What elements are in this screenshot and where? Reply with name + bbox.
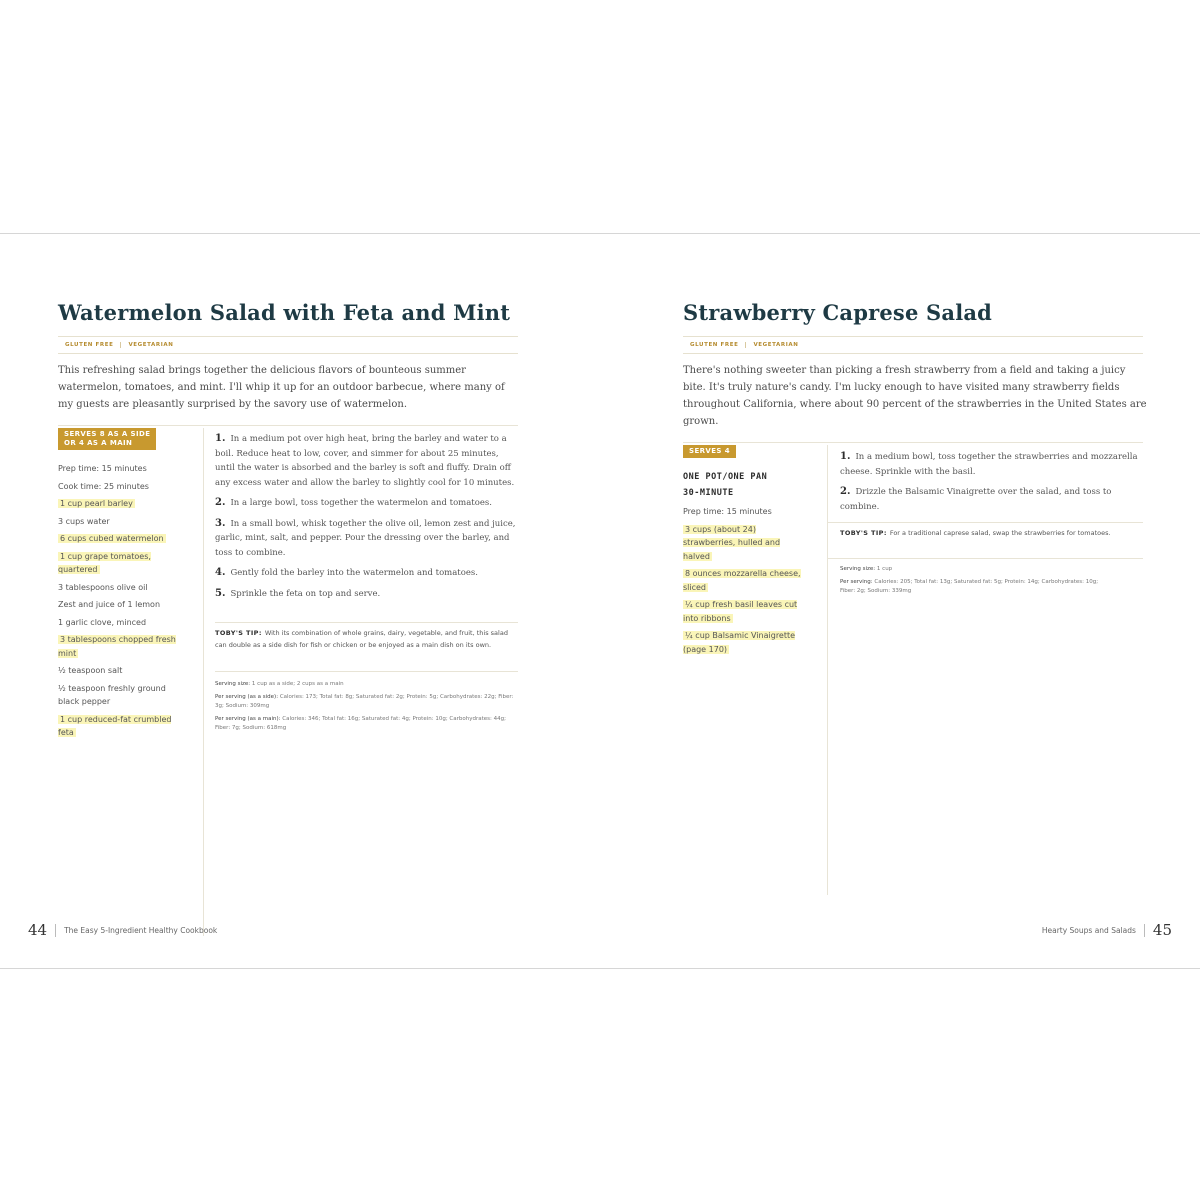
ingredient-item — [683, 629, 808, 656]
step-item — [215, 517, 518, 561]
label-30-minute: 30-MINUTE — [683, 488, 734, 498]
servings-badge — [683, 445, 736, 458]
step-item — [215, 496, 518, 511]
ingredient-item — [683, 598, 808, 625]
ingredient-text: 1 cup pearl barley — [60, 499, 133, 508]
step-text: In a medium pot over high heat, bring the barley and water to a boil. Reduce heat to low, cover, and simmer for about 25 minutes, until the water is absorbed and the barley is soft and fluffy. Drain off any excess water and allow the barley to slightly cool for 10 minutes. — [215, 434, 515, 488]
ingredient-text: ¼ cup fresh basil leaves cut into ribbons — [683, 600, 798, 623]
diet-tags — [683, 336, 1143, 354]
ingredient-text: ½ teaspoon freshly ground black pepper — [58, 683, 166, 706]
ingredient-text: 6 cups cubed watermelon — [60, 534, 164, 543]
ingredients-list — [58, 462, 178, 744]
tag-vegetarian: VEGETARIAN — [745, 342, 805, 348]
step-number: 2. — [840, 486, 851, 497]
step-text: In a medium bowl, toss together the strawberries and mozzarella cheese. Sprinkle with the basil. — [840, 452, 1138, 477]
ingredient-text: 1 cup grape tomatoes, quartered — [58, 551, 151, 574]
tip-label: TOBY'S TIP: — [215, 629, 262, 637]
nutrition-label: Per serving (as a side): — [215, 693, 279, 700]
label-one-pot: ONE POT/ONE PAN — [683, 472, 768, 482]
page-right — [600, 234, 1200, 970]
serving-size: 1 cup as a side; 2 cups as a main — [251, 681, 344, 687]
footer-separator — [55, 924, 56, 937]
recipe-intro: There's nothing sweeter than picking a fresh strawberry from a field and taking a juicy bite. It's truly nature's candy. I'm lucky enough to have visited many strawberry fields throughout California, where about 90 percent of the strawberries in the United States are grown. — [683, 365, 1147, 427]
step-item — [215, 566, 518, 581]
ingredient-text: ¼ cup Balsamic Vinaigrette (page 170) — [683, 631, 796, 654]
tobys-tip — [215, 628, 510, 651]
ingredient-text: Prep time: 15 minutes — [683, 507, 772, 516]
step-number: 3. — [215, 517, 226, 529]
step-item — [215, 587, 518, 602]
step-number: 4. — [215, 567, 226, 578]
diet-tags — [58, 336, 518, 354]
steps-list — [215, 432, 518, 607]
nutrition-values: Calories: 346; Total fat: 16g; Saturated fat: 4g; Protein: 10g; Carbohydrates: 44g; Fiber: 7g; Sodium: 618mg — [215, 715, 506, 731]
ingredient-item — [58, 581, 178, 595]
ingredient-item — [58, 598, 178, 612]
page-left — [0, 234, 600, 970]
ingredient-text: Prep time: 15 minutes — [58, 464, 147, 473]
book-title: The Easy 5-Ingredient Healthy Cookbook — [64, 925, 218, 935]
ingredient-item — [58, 682, 178, 709]
step-number: 2. — [215, 497, 226, 508]
tag-gluten-free: GLUTEN FREE — [690, 342, 739, 348]
ingredient-text: 3 tablespoons chopped fresh mint — [58, 635, 176, 658]
tip-label: TOBY'S TIP: — [840, 529, 887, 537]
ingredient-item — [58, 462, 178, 476]
serving-label: Serving size: — [215, 681, 251, 687]
ingredient-text: Cook time: 25 minutes — [58, 481, 149, 491]
divider — [683, 442, 1143, 443]
step-text: Gently fold the barley into the watermelon and tomatoes. — [230, 568, 478, 578]
step-number: 1. — [215, 433, 226, 444]
tag-vegetarian: VEGETARIAN — [120, 342, 180, 348]
tobys-tip — [840, 528, 1140, 540]
nutrition-label: Per serving: — [840, 578, 873, 585]
nutrition-info — [215, 680, 515, 737]
serving-label: Serving size: — [840, 566, 876, 572]
cookbook-spread — [0, 233, 1200, 969]
tip-text: For a traditional caprese salad, swap the strawberries for tomatoes. — [889, 529, 1111, 537]
ingredient-item — [58, 713, 178, 740]
ingredient-text: 8 ounces mozzarella cheese, sliced — [683, 569, 801, 592]
ingredient-text: Zest and juice of 1 lemon — [58, 600, 161, 609]
ingredient-text: 1 garlic clove, minced — [58, 617, 147, 627]
section-title: Hearty Soups and Salads — [1041, 925, 1136, 935]
ingredient-item — [58, 515, 178, 529]
step-text: Drizzle the Balsamic Vinaigrette over the salad, and toss to combine. — [840, 487, 1112, 512]
page-footer — [28, 921, 217, 939]
badge-line: SERVES 8 AS A SIDE — [64, 430, 151, 438]
ingredient-item — [58, 616, 178, 630]
serving-size: 1 cup — [876, 566, 893, 572]
nutrition-info — [840, 565, 1100, 600]
step-number: 1. — [840, 451, 851, 462]
column-rule — [827, 445, 828, 895]
badge-line: SERVES 4 — [689, 447, 730, 455]
divider — [828, 558, 1143, 559]
step-item — [840, 450, 1140, 479]
step-number: 5. — [215, 587, 226, 599]
ingredient-text: 1 cup reduced-fat crumbled feta — [58, 714, 172, 737]
ingredient-item — [683, 523, 808, 564]
divider — [215, 622, 518, 623]
nutrition-label: Per serving (as a main): — [215, 715, 281, 722]
badge-line: OR 4 AS A MAIN — [64, 439, 133, 447]
servings-badge — [58, 428, 156, 450]
ingredient-text: 3 tablespoons olive oil — [58, 582, 148, 592]
step-text: In a large bowl, toss together the watermelon and tomatoes. — [230, 498, 492, 508]
divider — [58, 425, 518, 426]
page-number: 45 — [1152, 921, 1172, 939]
ingredient-item — [683, 567, 808, 594]
ingredient-text: 3 cups water — [58, 516, 110, 526]
ingredient-text: ½ teaspoon salt — [58, 666, 123, 675]
step-item — [840, 485, 1140, 514]
step-item — [215, 432, 518, 490]
recipe-labels — [683, 469, 813, 501]
divider — [215, 671, 518, 672]
ingredient-item — [683, 505, 808, 519]
ingredient-item — [58, 532, 178, 546]
page-number: 44 — [28, 921, 48, 939]
ingredient-item — [58, 480, 178, 494]
footer-separator — [1144, 924, 1145, 937]
page-footer — [1042, 921, 1172, 939]
ingredient-item — [58, 550, 178, 577]
recipe-title: Watermelon Salad with Feta and Mint — [58, 300, 511, 325]
nutrition-values: Calories: 205; Total fat: 13g; Saturated fat: 5g; Protein: 14g; Carbohydrates: 10g; Fiber: 2g; Sodium: 339mg — [840, 578, 1099, 594]
divider — [828, 522, 1143, 523]
ingredient-text: 3 cups (about 24) strawberries, hulled and halved — [683, 524, 781, 561]
tip-text: With its combination of whole grains, dairy, vegetable, and fruit, this salad can double as a side dish for fish or chicken or be enjoyed as a main dish on its own. — [215, 629, 508, 649]
ingredient-item — [58, 664, 178, 678]
steps-list — [840, 450, 1140, 520]
step-text: In a small bowl, whisk together the olive oil, lemon zest and juice, garlic, mint, salt, and pepper. Pour the dressing over the barley, and toss to combine. — [215, 518, 516, 558]
nutrition-values: Calories: 173; Total fat: 8g; Saturated fat: 2g; Protein: 5g; Carbohydrates: 22g; Fiber: 3g; Sodium: 309mg — [215, 693, 514, 709]
column-rule — [203, 428, 204, 936]
recipe-intro: This refreshing salad brings together the delicious flavors of bounteous summer watermelon, tomatoes, and mint. I'll whip it up for an outdoor barbecue, where many of my guests are pleasantly surprised by the savory use of watermelon. — [58, 365, 505, 410]
ingredient-item — [58, 633, 178, 660]
tag-gluten-free: GLUTEN FREE — [65, 342, 114, 348]
step-text: Sprinkle the feta on top and serve. — [230, 588, 381, 599]
ingredient-item — [58, 497, 178, 511]
ingredients-list — [683, 505, 808, 660]
recipe-title: Strawberry Caprese Salad — [683, 300, 993, 325]
